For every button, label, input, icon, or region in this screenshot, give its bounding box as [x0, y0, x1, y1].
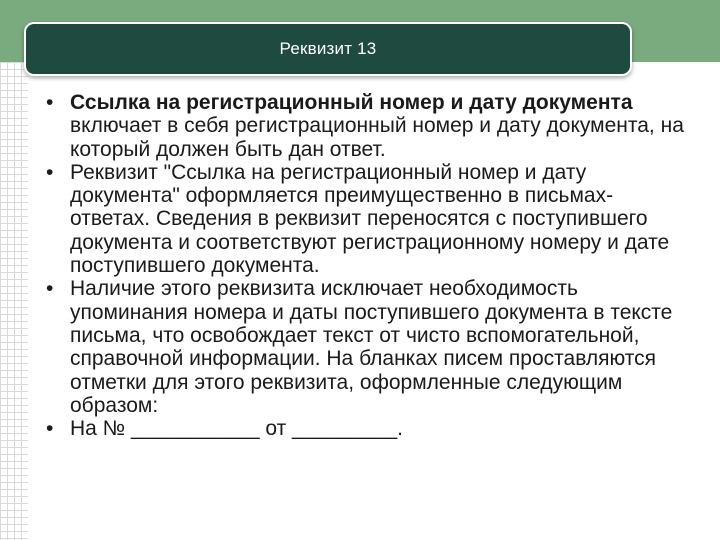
list-item-text: включает в себя регистрационный номер и дату документа, на который должен быть дан ответ. — [70, 114, 684, 161]
bullet-icon: • — [46, 91, 54, 114]
list-item-text: Реквизит "Ссылка на регистрационный номер и дату документа" оформляется преимущественно в письмах-ответах. Сведения в реквизит переносятся с поступившего документа и соответствуют регистрационному номеру и дате поступившего документа. — [70, 160, 670, 278]
list-item-text: На № ___________ от _________. — [70, 417, 403, 441]
slide-title: Реквизит 13 — [279, 39, 377, 58]
bullet-icon: • — [46, 160, 54, 184]
slide-title-box — [24, 22, 632, 76]
grid-pattern-band — [0, 62, 28, 540]
bullet-icon: • — [46, 417, 54, 441]
bullet-list — [46, 91, 686, 440]
list-item-text: Наличие этого реквизита исключает необходимость упоминания номера и даты поступившего документа в тексте письма, что освобождает текст от чисто вспомогательной, справочной информации. На бланках писем проставляются отметки для этого реквизита, оформленные следующим образом: — [70, 277, 673, 417]
list-item — [46, 417, 686, 440]
list-item — [46, 277, 686, 417]
list-item — [46, 161, 686, 277]
bold-term: Ссылка на регистрационный номер и дату документа — [70, 91, 633, 114]
bullet-icon: • — [46, 277, 54, 301]
list-item — [46, 91, 686, 161]
